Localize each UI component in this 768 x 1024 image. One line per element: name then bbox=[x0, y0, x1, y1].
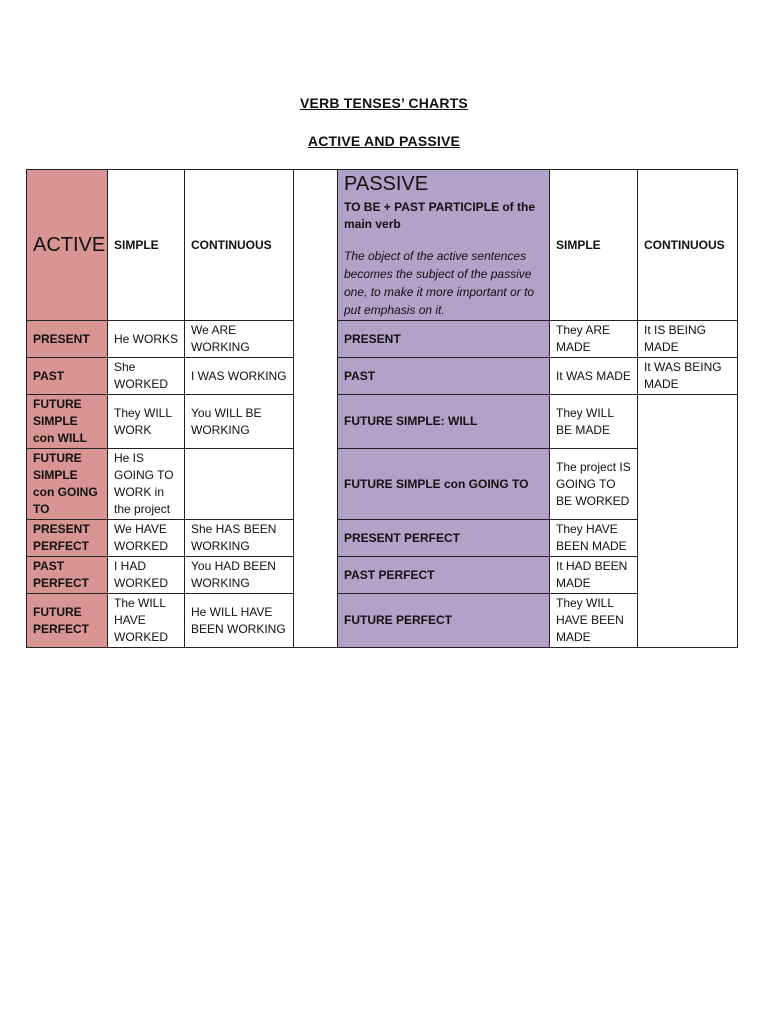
passive-simple: They WILL HAVE BEEN MADE bbox=[550, 594, 638, 648]
table-row bbox=[27, 449, 738, 520]
document-subtitle: ACTIVE AND PASSIVE bbox=[307, 133, 461, 149]
passive-simple: They WILL BE MADE bbox=[550, 395, 638, 449]
passive-heading: PASSIVE bbox=[344, 173, 429, 195]
active-simple: The WILL HAVE WORKED bbox=[108, 594, 185, 648]
table-row bbox=[27, 594, 738, 648]
verb-tenses-table bbox=[26, 169, 738, 648]
passive-tense: FUTURE SIMPLE: WILL bbox=[338, 395, 550, 449]
passive-simple: They ARE MADE bbox=[550, 321, 638, 358]
active-tense: FUTURE SIMPLE con GOING TO bbox=[27, 449, 108, 520]
active-simple: He WORKS bbox=[108, 321, 185, 358]
passive-description: The object of the active sentences becomes the subject of the passive one, to make it more important or to put emphasis on it. bbox=[344, 249, 535, 317]
passive-tense: PRESENT PERFECT bbox=[338, 520, 550, 557]
passive-simple: It HAD BEEN MADE bbox=[550, 557, 638, 594]
table-row bbox=[27, 321, 738, 358]
active-heading-cell bbox=[27, 170, 108, 321]
active-continuous: I WAS WORKING bbox=[185, 358, 294, 395]
document-title: VERB TENSES’ CHARTS bbox=[300, 95, 468, 111]
passive-simple: The project IS GOING TO BE WORKED bbox=[550, 449, 638, 520]
table-header-row bbox=[27, 170, 738, 321]
table-row bbox=[27, 358, 738, 395]
passive-simple: It WAS MADE bbox=[550, 358, 638, 395]
active-tense: PAST PERFECT bbox=[27, 557, 108, 594]
active-tense: PRESENT PERFECT bbox=[27, 520, 108, 557]
passive-tense: PAST PERFECT bbox=[338, 557, 550, 594]
passive-col-simple: SIMPLE bbox=[550, 170, 638, 321]
active-continuous: You HAD BEEN WORKING bbox=[185, 557, 294, 594]
active-simple: He IS GOING TO WORK in the project bbox=[108, 449, 185, 520]
passive-continuous-empty bbox=[638, 395, 738, 648]
passive-rule: TO BE + PAST PARTICIPLE of the main verb bbox=[344, 200, 536, 231]
passive-col-continuous: CONTINUOUS bbox=[638, 170, 738, 321]
active-heading: ACTIVE bbox=[33, 234, 106, 256]
active-continuous: She HAS BEEN WORKING bbox=[185, 520, 294, 557]
active-simple: I HAD WORKED bbox=[108, 557, 185, 594]
active-continuous bbox=[185, 449, 294, 520]
active-tense: PAST bbox=[27, 358, 108, 395]
passive-simple: They HAVE BEEN MADE bbox=[550, 520, 638, 557]
active-simple: She WORKED bbox=[108, 358, 185, 395]
passive-tense: PRESENT bbox=[338, 321, 550, 358]
passive-tense: FUTURE SIMPLE con GOING TO bbox=[338, 449, 550, 520]
active-col-continuous: CONTINUOUS bbox=[185, 170, 294, 321]
active-simple: We HAVE WORKED bbox=[108, 520, 185, 557]
passive-tense: FUTURE PERFECT bbox=[338, 594, 550, 648]
active-simple: They WILL WORK bbox=[108, 395, 185, 449]
active-continuous: We ARE WORKING bbox=[185, 321, 294, 358]
spacer-column bbox=[294, 170, 338, 648]
table-row bbox=[27, 395, 738, 449]
passive-heading-cell bbox=[338, 170, 550, 321]
active-col-simple: SIMPLE bbox=[108, 170, 185, 321]
active-tense: FUTURE PERFECT bbox=[27, 594, 108, 648]
active-tense: FUTURE SIMPLE con WILL bbox=[27, 395, 108, 449]
table-row bbox=[27, 520, 738, 557]
passive-continuous: It WAS BEING MADE bbox=[638, 358, 738, 395]
passive-tense: PAST bbox=[338, 358, 550, 395]
active-continuous: He WILL HAVE BEEN WORKING bbox=[185, 594, 294, 648]
active-tense: PRESENT bbox=[27, 321, 108, 358]
table-row bbox=[27, 557, 738, 594]
active-continuous: You WILL BE WORKING bbox=[185, 395, 294, 449]
passive-continuous: It IS BEING MADE bbox=[638, 321, 738, 358]
